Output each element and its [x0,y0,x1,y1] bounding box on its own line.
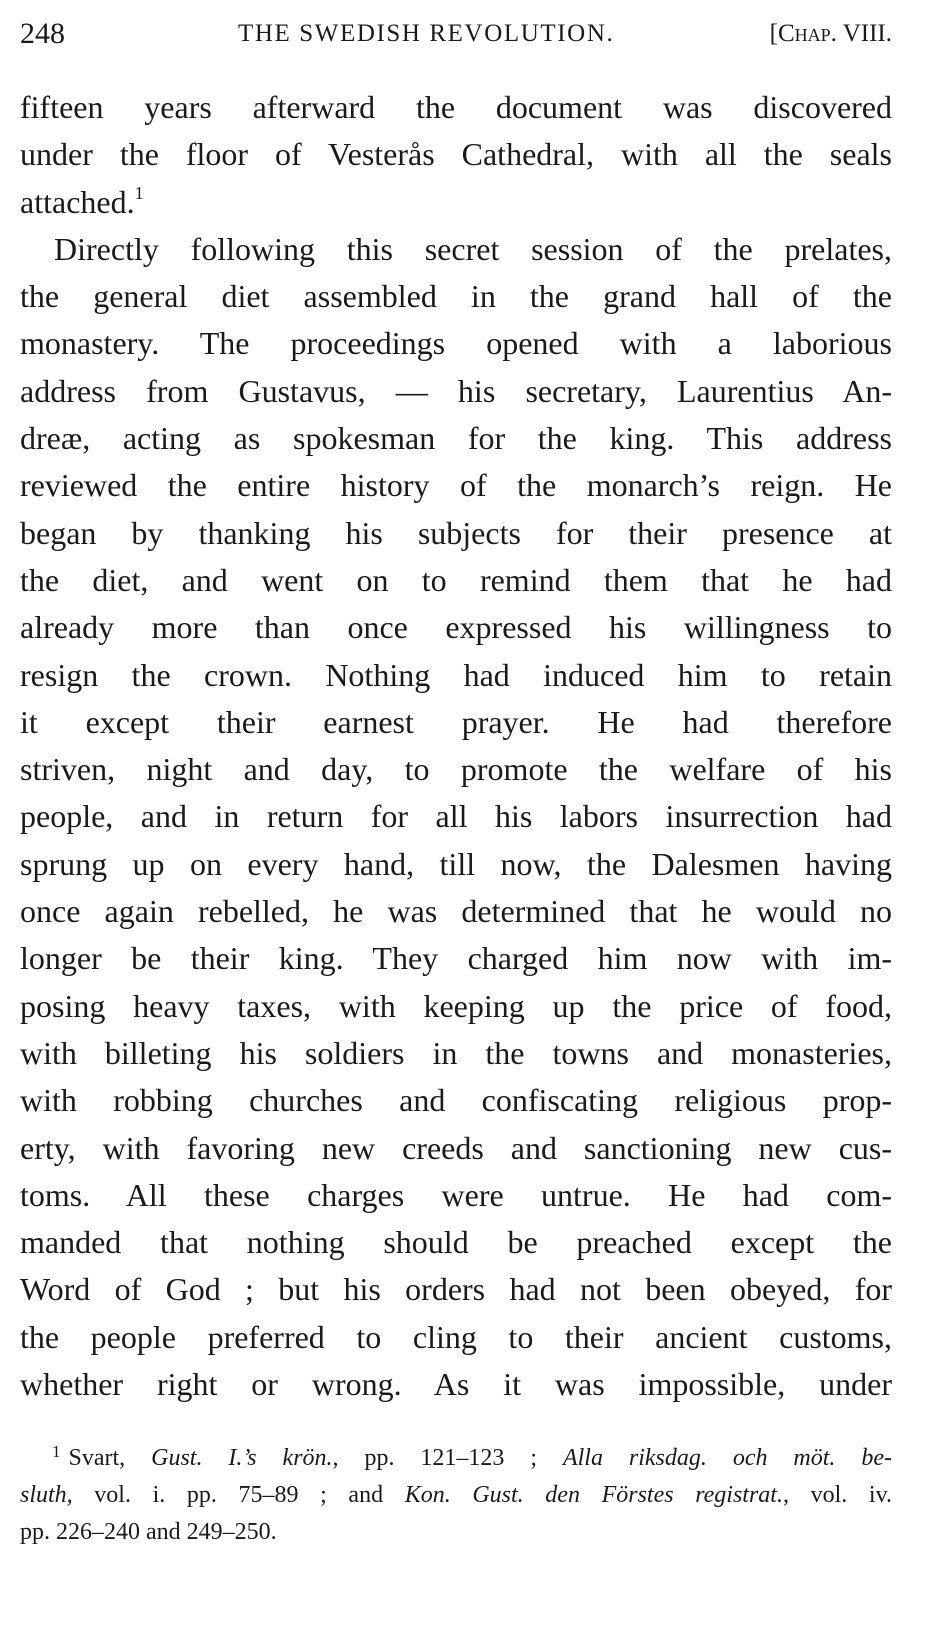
footnote-line: $^1$ Svart, Gust. I.’s krön., pp. 121–123 ; Alla riksdag. och möt. be- [52,1442,892,1471]
footnote-line: sluth, vol. i. pp. 75–89 ; and Kon. Gust. den Förstes registrat., vol. iv. [20,1482,892,1508]
text-line: striven, night and day, to promote the welfare of his [20,751,892,788]
text-line: the diet, and went on to remind them that he had [20,561,892,598]
text-line: attached.$^1$ [20,182,144,220]
footnote-marker: 1 [52,1442,61,1461]
text-line: whether right or wrong. As it was impossible, under [20,1366,892,1403]
text-line: began by thanking his subjects for their presence at [20,514,892,551]
text-line: sprung up on every hand, till now, the Dalesmen having [20,845,892,882]
running-title: THE SWEDISH REVOLUTION. [238,20,615,47]
text-line: erty, with favoring new creeds and sanctioning new cus- [20,1129,892,1166]
footnote-line: pp. 226–240 and 249–250. [20,1519,277,1545]
text-line: already more than once expressed his willingness to [20,609,892,646]
text-line: with robbing churches and confiscating religious prop- [20,1082,892,1119]
text-line: people, and in return for all his labors insurrection had [20,798,892,835]
text-line: fifteen years afterward the document was discovered [20,89,892,125]
text-line: dreæ, acting as spokesman for the king. This address [20,420,892,457]
text-line: monastery. The proceedings opened with a laborious [20,325,892,362]
text-line: toms. All these charges were untrue. He had com- [20,1176,892,1213]
text-line: posing heavy taxes, with keeping up the price of food, [20,987,892,1024]
text-line: address from Gustavus, — his secretary, Laurentius An- [20,372,892,409]
text-line: it except their earnest prayer. He had therefore [20,703,892,740]
footnote-reference: 1 [134,182,144,203]
text-line: the general diet assembled in the grand hall of the [20,278,892,315]
text-line: Directly following this secret session of the prelates, [54,230,892,267]
chapter-reference: [Chap. VIII. [769,20,892,47]
text-line: manded that nothing should be preached except the [20,1224,892,1261]
text-line: longer be their king. They charged him now with im- [20,940,892,977]
page-number: 248 [20,17,65,50]
text-line: reviewed the entire history of the monarch’s reign. He [20,467,892,504]
body-text [20,84,892,1408]
footnotes [20,1440,892,1551]
text-line: once again rebelled, he was determined that he would no [20,893,892,930]
book-page [20,0,892,1645]
text-line: Word of God ; but his orders had not been obeyed, for [20,1271,892,1308]
text-line: with billeting his soldiers in the towns and monasteries, [20,1034,892,1071]
text-line: under the floor of Vesterås Cathedral, with all the seals [20,136,892,173]
text-line: the people preferred to cling to their ancient customs, [20,1318,892,1355]
text-line: resign the crown. Nothing had induced him to retain [20,656,892,693]
running-head [20,14,892,54]
